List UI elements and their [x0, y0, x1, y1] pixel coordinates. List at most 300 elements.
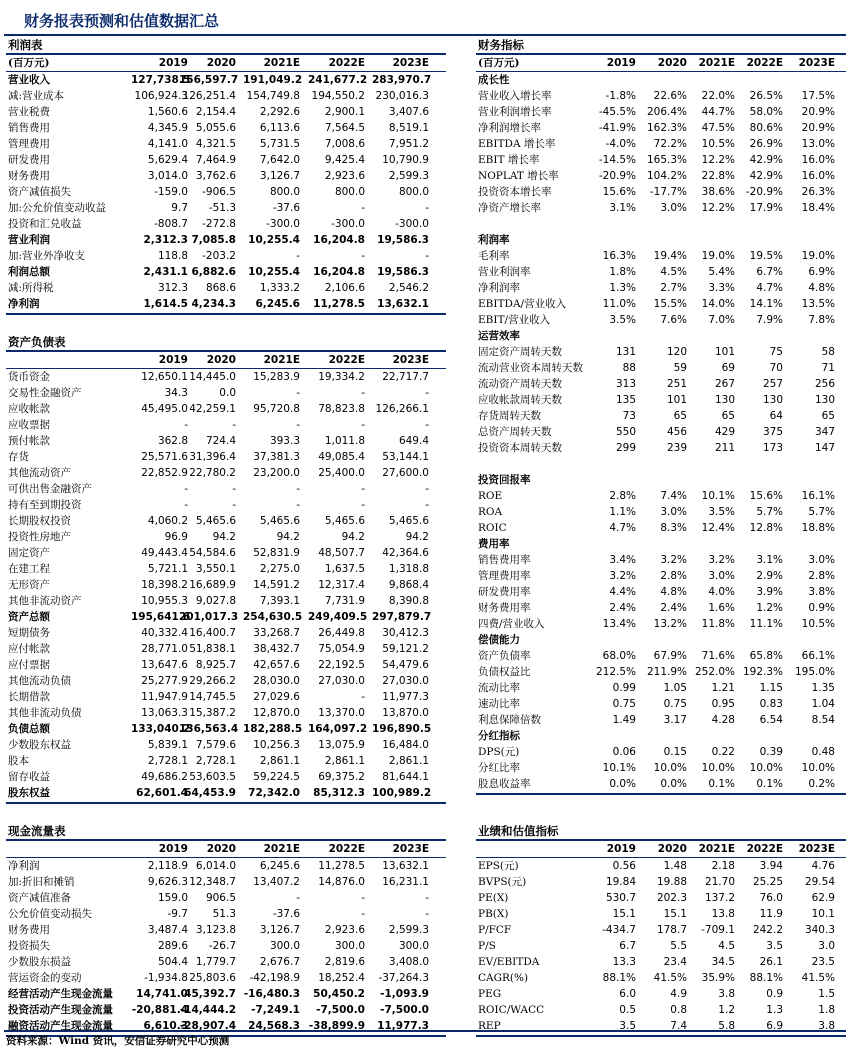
- cell-value: 267: [714, 378, 735, 390]
- cell-value: 5.8: [718, 1020, 735, 1032]
- row-label: 负债权益比: [478, 666, 531, 678]
- cell-value: 5,839.1: [147, 739, 188, 751]
- cell-value: 0.9: [766, 988, 783, 1000]
- cell-value: 11,947.9: [141, 691, 188, 703]
- section-label: 运营效率: [478, 330, 520, 342]
- cell-value: 48,507.7: [318, 547, 365, 559]
- table-row: [6, 449, 446, 465]
- cell-value: 3.8: [818, 1020, 835, 1032]
- cell-value: 192.3%: [742, 666, 783, 678]
- cell-value: 313: [615, 378, 636, 390]
- cell-value: 3.3%: [708, 282, 735, 294]
- cell-value: 257: [762, 378, 783, 390]
- cell-value: 8,925.7: [195, 659, 236, 671]
- cell-value: 6,610.3: [143, 1020, 188, 1032]
- header-year: 2021E: [263, 57, 300, 69]
- table-row: [6, 561, 446, 577]
- cell-value: 10.0%: [801, 762, 835, 774]
- cell-value: 4,141.0: [147, 138, 188, 150]
- cell-value: -: [232, 419, 236, 431]
- cell-value: 13.2%: [653, 618, 687, 630]
- cell-value: 165.3%: [646, 154, 687, 166]
- table-row: [476, 954, 846, 970]
- cell-value: 195,641.6: [131, 611, 191, 623]
- cell-value: -45.5%: [598, 106, 636, 118]
- cell-value: 2,106.6: [324, 282, 365, 294]
- cell-value: 137.2: [704, 892, 735, 904]
- row-label: 四费/营业收入: [478, 618, 545, 630]
- table-row: [6, 88, 446, 104]
- cell-value: 3.5: [619, 1020, 636, 1032]
- cell-value: 73: [622, 410, 636, 422]
- header-year: 2022E: [328, 354, 365, 366]
- cell-value: -159.0: [154, 186, 188, 198]
- row-label: 应付票据: [8, 659, 50, 671]
- table-row: [476, 552, 846, 568]
- cell-value: 195.0%: [794, 666, 835, 678]
- table-row: [6, 184, 446, 200]
- row-label: 货币资金: [8, 371, 50, 383]
- cell-value: 2.4%: [660, 602, 687, 614]
- table-header-row: [6, 352, 446, 368]
- cell-value: 0.5: [619, 1004, 636, 1016]
- cell-value: 23.5: [811, 956, 835, 968]
- cell-value: -26.7: [208, 940, 236, 952]
- cell-value: 724.4: [205, 435, 236, 447]
- section-label: 投资回报率: [478, 474, 531, 486]
- cell-value: 300.0: [334, 940, 365, 952]
- cell-value: 34.3: [164, 387, 188, 399]
- cell-value: 3.0%: [660, 202, 687, 214]
- page-title: 财务报表预测和估值数据汇总: [24, 12, 220, 30]
- row-label: 其他流动负债: [8, 675, 71, 687]
- cell-value: 16.0%: [801, 154, 835, 166]
- header-year: 2021E: [698, 843, 735, 855]
- cell-value: 64,453.9: [184, 787, 236, 799]
- table-rule: [476, 1035, 846, 1037]
- cell-value: 28,771.0: [141, 643, 188, 655]
- table-row: [476, 712, 846, 728]
- row-label: 其他非流动负债: [8, 707, 82, 719]
- cell-value: 10.5%: [701, 138, 735, 150]
- row-label: 流动比率: [478, 682, 520, 694]
- cell-value: 25,400.0: [318, 467, 365, 479]
- section-row: [476, 632, 846, 648]
- cell-value: 2.7%: [660, 282, 687, 294]
- cell-value: 15,387.2: [189, 707, 236, 719]
- cell-value: -: [296, 419, 300, 431]
- cell-value: 3.4%: [609, 554, 636, 566]
- cell-value: 66.1%: [801, 650, 835, 662]
- cell-value: 135: [615, 394, 636, 406]
- cell-value: 649.4: [398, 435, 429, 447]
- cell-value: 1,560.6: [147, 106, 188, 118]
- cell-value: 34.5: [711, 956, 735, 968]
- table-row: [476, 312, 846, 328]
- cell-value: 23,200.0: [253, 467, 300, 479]
- table-row: [6, 417, 446, 433]
- cell-value: 3,014.0: [147, 170, 188, 182]
- row-label: 投资活动产生现金流量: [8, 1004, 113, 1016]
- cell-value: 0.9%: [808, 602, 835, 614]
- cell-value: 7,464.9: [195, 154, 236, 166]
- table-row: [476, 890, 846, 906]
- cell-value: 11.9: [759, 908, 783, 920]
- cell-value: 3,550.1: [195, 563, 236, 575]
- table-row: [6, 906, 446, 922]
- cell-value: -: [296, 483, 300, 495]
- cell-value: 2,676.7: [259, 956, 300, 968]
- table-row: [476, 696, 846, 712]
- cell-value: 0.95: [711, 698, 735, 710]
- cell-value: -: [296, 892, 300, 904]
- cell-value: 3.2%: [609, 570, 636, 582]
- row-label: 股本: [8, 755, 29, 767]
- cell-value: 15.1: [612, 908, 636, 920]
- table-row: [6, 954, 446, 970]
- cell-value: 3.9%: [756, 586, 783, 598]
- cell-value: 3,762.6: [195, 170, 236, 182]
- cell-value: 80.6%: [749, 122, 783, 134]
- table-row: [476, 168, 846, 184]
- row-label: 资产总额: [8, 611, 50, 623]
- cell-value: 19.84: [605, 876, 636, 888]
- cell-value: 6.7: [619, 940, 636, 952]
- cell-value: 22.8%: [701, 170, 735, 182]
- cell-value: 13,063.3: [141, 707, 188, 719]
- cell-value: 13.4%: [602, 618, 636, 630]
- cell-value: 211: [714, 442, 735, 454]
- table-row: [476, 744, 846, 760]
- cell-value: 14,745.5: [189, 691, 236, 703]
- cell-value: 10,256.3: [253, 739, 300, 751]
- table-row: [476, 922, 846, 938]
- table-row: [476, 938, 846, 954]
- table-row: [6, 922, 446, 938]
- cell-value: 9,027.8: [195, 595, 236, 607]
- cell-value: 9,626.3: [147, 876, 188, 888]
- table-row: [6, 785, 446, 801]
- row-label: 应收帐款周转天数: [478, 394, 562, 406]
- table-rule: [6, 313, 446, 315]
- cell-value: 256: [814, 378, 835, 390]
- row-label: 分红比率: [478, 762, 520, 774]
- cell-value: 126,251.4: [182, 90, 236, 102]
- cell-value: -41.9%: [598, 122, 636, 134]
- row-label: 速动比率: [478, 698, 520, 710]
- cell-value: 5.5: [670, 940, 687, 952]
- cell-value: 800.0: [269, 186, 300, 198]
- cell-value: 10.1%: [701, 490, 735, 502]
- table-row: [476, 760, 846, 776]
- cell-value: -: [425, 908, 429, 920]
- cell-value: 2,861.1: [259, 755, 300, 767]
- cell-value: 10,255.4: [248, 266, 300, 278]
- cell-value: 252.0%: [694, 666, 735, 678]
- table-row: [476, 360, 846, 376]
- cell-value: 24,568.3: [248, 1020, 300, 1032]
- cell-value: -272.8: [202, 218, 236, 230]
- cell-value: -: [425, 387, 429, 399]
- cell-value: 41.5%: [801, 972, 835, 984]
- row-label: 其他流动资产: [8, 467, 71, 479]
- cell-value: 12.2%: [701, 202, 735, 214]
- row-label: 资产减值准备: [8, 892, 71, 904]
- cell-value: 19,334.2: [318, 371, 365, 383]
- cell-value: 95,720.8: [253, 403, 300, 415]
- cell-value: 1.35: [811, 682, 835, 694]
- cell-value: -: [296, 499, 300, 511]
- section-row: [476, 328, 846, 344]
- cell-value: 49,686.2: [141, 771, 188, 783]
- header-year: 2023E: [392, 843, 429, 855]
- header-year: 2019: [606, 843, 636, 855]
- cell-value: 196,890.5: [372, 723, 432, 735]
- cell-value: 6.9%: [808, 266, 835, 278]
- cell-value: 10,955.3: [141, 595, 188, 607]
- header-year: 2019: [158, 354, 188, 366]
- cell-value: 7,731.9: [324, 595, 365, 607]
- cell-value: 173: [762, 442, 783, 454]
- table-row: [6, 280, 446, 296]
- cell-value: -20,881.4: [131, 1004, 188, 1016]
- cell-value: 19,586.3: [377, 266, 429, 278]
- cell-value: 868.6: [205, 282, 236, 294]
- table-title: 现金流量表: [8, 824, 66, 838]
- cell-value: 42,364.6: [382, 547, 429, 559]
- row-label: ROE: [478, 490, 503, 502]
- cell-value: 530.7: [605, 892, 636, 904]
- cell-value: 283,970.7: [372, 74, 432, 86]
- table-row: [6, 890, 446, 906]
- cell-value: 178.7: [656, 924, 687, 936]
- cell-value: 249,409.5: [308, 611, 368, 623]
- cell-value: 289.6: [157, 940, 188, 952]
- cell-value: 2,599.3: [388, 924, 429, 936]
- row-label: 投资损失: [8, 940, 50, 952]
- cell-value: 12.8%: [749, 522, 783, 534]
- cell-value: 130: [762, 394, 783, 406]
- table-row: [6, 657, 446, 673]
- row-label: DPS(元): [478, 746, 520, 758]
- row-label: PB(X): [478, 908, 509, 920]
- cell-value: 312.3: [157, 282, 188, 294]
- table-row: [6, 433, 446, 449]
- cell-value: 8,390.8: [388, 595, 429, 607]
- table-row: [6, 705, 446, 721]
- cell-value: 78,823.8: [318, 403, 365, 415]
- cell-value: 10.0%: [653, 762, 687, 774]
- cell-value: 2,275.0: [259, 563, 300, 575]
- cell-value: 12,650.1: [141, 371, 188, 383]
- table-row: [6, 641, 446, 657]
- cell-value: -: [361, 691, 365, 703]
- cell-value: -: [232, 483, 236, 495]
- row-label: 应收帐款: [8, 403, 50, 415]
- cell-value: 2,900.1: [324, 106, 365, 118]
- cell-value: 131: [615, 346, 636, 358]
- cell-value: 16,231.1: [382, 876, 429, 888]
- section-label: 分红指标: [478, 730, 520, 742]
- row-label: 股息收益率: [478, 778, 531, 790]
- cell-value: -: [296, 250, 300, 262]
- table-row: [476, 120, 846, 136]
- cell-value: 239: [666, 442, 687, 454]
- cell-value: 41.5%: [653, 972, 687, 984]
- cell-value: 4.7%: [609, 522, 636, 534]
- cell-value: 3.1%: [609, 202, 636, 214]
- cell-value: 21.70: [704, 876, 735, 888]
- header-year: 2021E: [263, 843, 300, 855]
- cell-value: 50,450.2: [313, 988, 365, 1000]
- row-label: 营业收入增长率: [478, 90, 552, 102]
- row-label: 销售费用: [8, 122, 50, 134]
- cell-value: 22,717.7: [382, 371, 429, 383]
- table-row: [6, 545, 446, 561]
- cell-value: 4.76: [811, 860, 835, 872]
- cell-value: 106,924.3: [134, 90, 188, 102]
- cell-value: 7,642.0: [259, 154, 300, 166]
- cell-value: 13.3: [612, 956, 636, 968]
- cell-value: 156,597.7: [179, 74, 239, 86]
- cell-value: 49,443.4: [141, 547, 188, 559]
- cell-value: -16,480.3: [243, 988, 300, 1000]
- table-row: [476, 136, 846, 152]
- row-label: 投资和汇兑收益: [8, 218, 82, 230]
- cell-value: 44.7%: [701, 106, 735, 118]
- table-row: [6, 264, 446, 280]
- table-row: [6, 769, 446, 785]
- cell-value: 23.4: [663, 956, 687, 968]
- cell-value: 13.8: [711, 908, 735, 920]
- table-rule: [6, 802, 446, 804]
- cell-value: 6.0: [619, 988, 636, 1000]
- row-label: 少数股东损益: [8, 956, 71, 968]
- row-label: 营业利润增长率: [478, 106, 552, 118]
- cell-value: 0.06: [612, 746, 636, 758]
- table-row: [476, 986, 846, 1002]
- cell-value: 25,803.6: [189, 972, 236, 984]
- cell-value: 2.8%: [660, 570, 687, 582]
- cell-value: 1.8: [818, 1004, 835, 1016]
- header-year: 2020: [657, 57, 687, 69]
- cell-value: 12.4%: [701, 522, 735, 534]
- cell-value: 6,245.6: [255, 298, 300, 310]
- cell-value: 362.8: [157, 435, 188, 447]
- cell-value: 85,312.3: [313, 787, 365, 799]
- table-row: [6, 497, 446, 513]
- cell-value: -1,934.8: [144, 972, 188, 984]
- row-label: 净利润: [8, 298, 40, 310]
- cell-value: 1.3: [766, 1004, 783, 1016]
- table-row: [6, 216, 446, 232]
- row-label: 投资资本周转天数: [478, 442, 562, 454]
- table-row: [6, 136, 446, 152]
- row-label: P/S: [478, 940, 496, 952]
- cell-value: 14,741.0: [136, 988, 188, 1000]
- cell-value: 133,040.2: [131, 723, 191, 735]
- header-year: 2020: [206, 57, 236, 69]
- title-rule: [4, 34, 846, 36]
- table-row: [476, 296, 846, 312]
- cell-value: -906.5: [202, 186, 236, 198]
- cell-value: 62,601.4: [136, 787, 188, 799]
- cell-value: 0.2%: [808, 778, 835, 790]
- cell-value: 300.0: [269, 940, 300, 952]
- cell-value: 26.9%: [749, 138, 783, 150]
- row-label: EBITDA/营业收入: [478, 298, 567, 310]
- cell-value: 3.8: [718, 988, 735, 1000]
- cell-value: -: [425, 419, 429, 431]
- cell-value: 10,255.4: [248, 234, 300, 246]
- cell-value: 10.0%: [701, 762, 735, 774]
- cell-value: 33,268.7: [253, 627, 300, 639]
- cell-value: 12,348.7: [189, 876, 236, 888]
- cell-value: 7.6%: [660, 314, 687, 326]
- table-row: [476, 216, 846, 232]
- header-unit: (百万元): [8, 57, 50, 69]
- cell-value: 230,016.3: [375, 90, 429, 102]
- row-label: 投资性房地产: [8, 531, 71, 543]
- cell-value: 6,014.0: [195, 860, 236, 872]
- row-label: P/FCF: [478, 924, 512, 936]
- cell-value: 47.5%: [701, 122, 735, 134]
- row-label: 利润总额: [8, 266, 50, 278]
- cell-value: 1.1%: [609, 506, 636, 518]
- cell-value: 2,819.6: [324, 956, 365, 968]
- cell-value: 375: [762, 426, 783, 438]
- header-year: 2023E: [798, 843, 835, 855]
- cell-value: -20.9%: [745, 186, 783, 198]
- row-label: 净利润: [8, 860, 40, 872]
- cell-value: 1.2: [718, 1004, 735, 1016]
- cell-value: 16,689.9: [189, 579, 236, 591]
- cell-value: 11,278.5: [313, 298, 365, 310]
- cell-value: 2,599.3: [388, 170, 429, 182]
- cell-value: -: [184, 483, 188, 495]
- cell-value: 0.0%: [660, 778, 687, 790]
- cell-value: 10.5%: [801, 618, 835, 630]
- row-label: 应付帐款: [8, 643, 50, 655]
- cell-value: 100,989.2: [372, 787, 432, 799]
- row-label: ROIC: [478, 522, 507, 534]
- cell-value: 147: [814, 442, 835, 454]
- row-label: NOPLAT 增长率: [478, 170, 559, 182]
- cell-value: 26.5%: [749, 90, 783, 102]
- cell-value: 5,465.6: [259, 515, 300, 527]
- header-year: 2021E: [263, 354, 300, 366]
- cell-value: -434.7: [602, 924, 636, 936]
- cell-value: 393.3: [269, 435, 300, 447]
- row-label: 减:所得税: [8, 282, 54, 294]
- cell-value: 1.2%: [756, 602, 783, 614]
- cell-value: 0.0%: [609, 778, 636, 790]
- cell-value: 69,375.2: [318, 771, 365, 783]
- cell-value: 3.0%: [708, 570, 735, 582]
- cell-value: 126,266.1: [375, 403, 429, 415]
- cell-value: 3.17: [663, 714, 687, 726]
- cell-value: 2,312.3: [143, 234, 188, 246]
- cell-value: -: [296, 387, 300, 399]
- cell-value: 7.4: [670, 1020, 687, 1032]
- cell-value: 27,030.0: [382, 675, 429, 687]
- cell-value: 191,049.2: [243, 74, 303, 86]
- cell-value: 14,876.0: [318, 876, 365, 888]
- cell-value: 429: [714, 426, 735, 438]
- cell-value: 0.22: [711, 746, 735, 758]
- cell-value: 347: [814, 426, 835, 438]
- row-label: 留存收益: [8, 771, 50, 783]
